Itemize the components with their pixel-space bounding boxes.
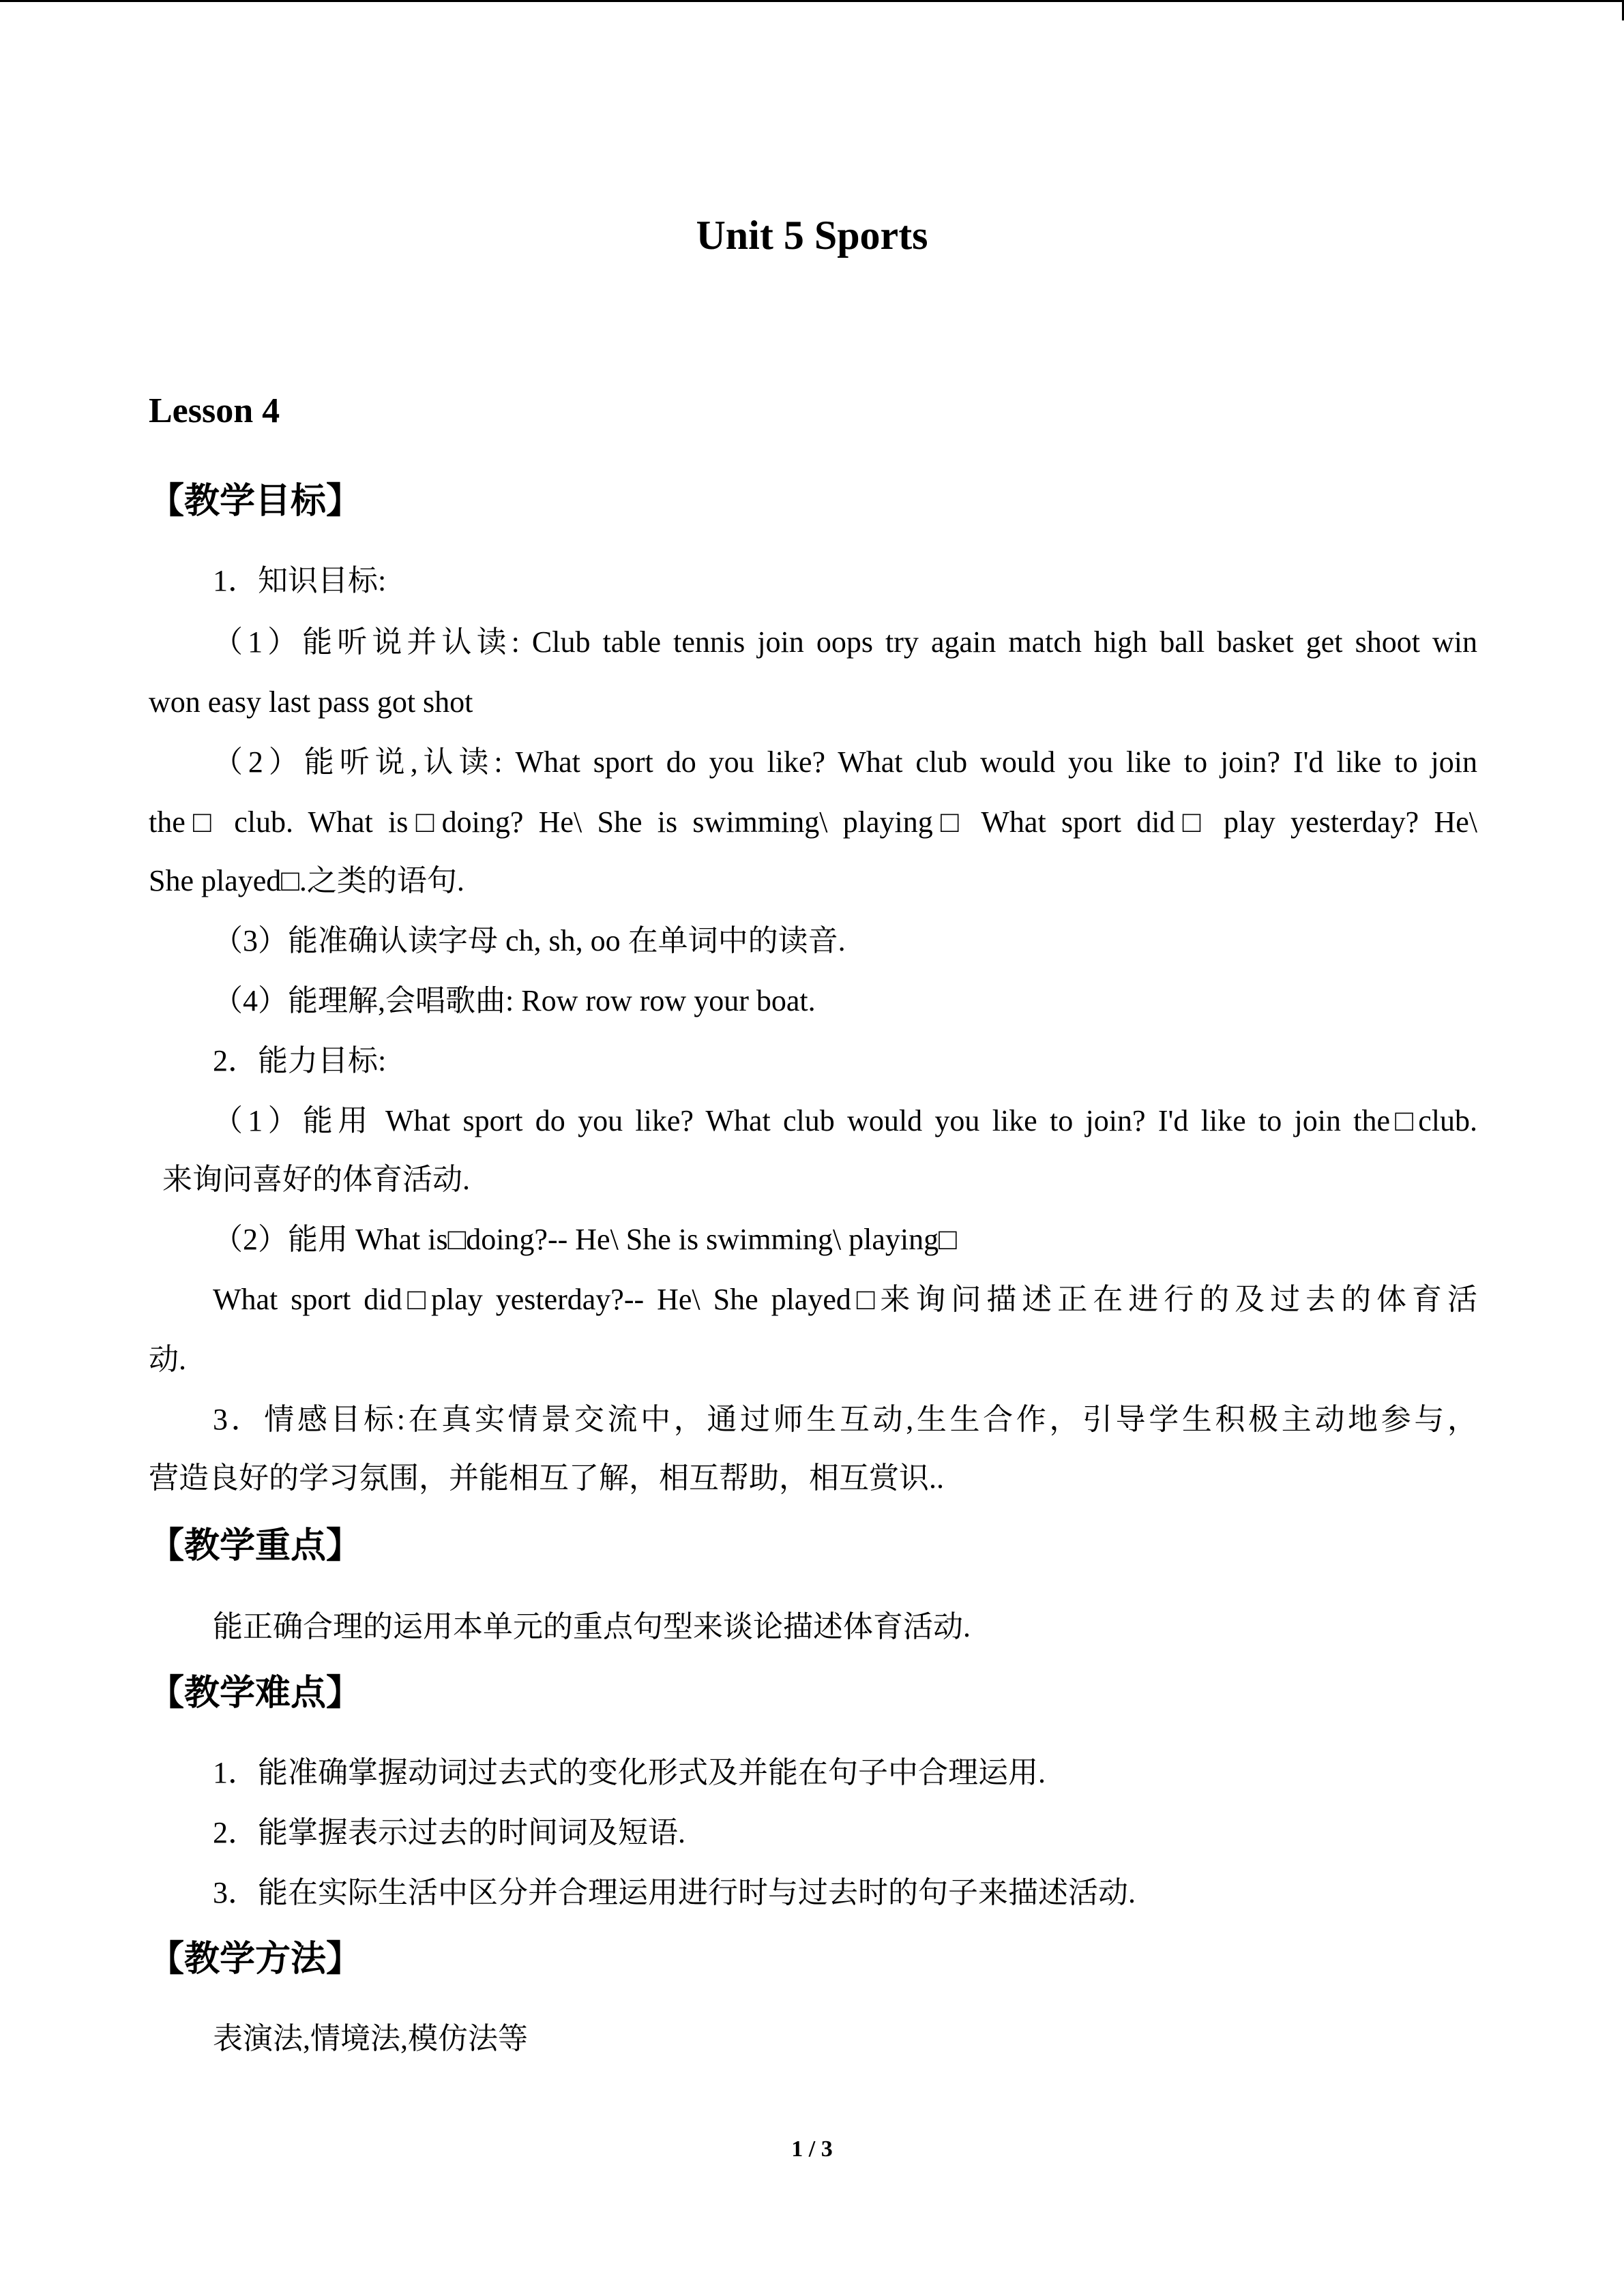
difficulty-item-3: 3．能在实际生活中区分并合理运用进行时与过去时的句子来描述活动. [213,1876,1136,1909]
ability-item-2-line-1: （2）能用 What is□doing?-- He\ She is swimming\ playing□ [213,1223,957,1256]
key-points-heading: 【教学重点】 [149,1525,362,1566]
objectives-heading: 【教学目标】 [149,481,362,522]
page-number: 1 / 3 [791,2136,833,2162]
ability-item-2-line-3: 动. [149,1343,186,1376]
ability-item-2-line-2: What sport did□play yesterday?-- He\ She played□来询问描述正在进行的及过去的体育活 [213,1283,1477,1316]
difficulty-item-1: 1．能准确掌握动词过去式的变化形式及并能在句子中合理运用. [213,1756,1046,1789]
top-border-line [0,0,1624,2]
knowledge-item-2-line-2: the□ club. What is□doing? He\ She is swimming\ playing□ What sport did□ play yesterday? He\ [149,805,1477,839]
ability-item-1-line-1: （1）能用 What sport do you like? What club would you like to join? I'd like to join the□club. [213,1104,1477,1137]
emotion-line-2: 营造良好的学习氛围，并能相互了解，相互帮助，相互赏识.. [149,1461,944,1495]
ability-title: 2．能力目标: [213,1044,387,1077]
knowledge-item-2-line-3: She played□.之类的语句. [149,864,464,897]
knowledge-item-1-line-1: （1）能听说并认读: Club table tennis join oops try again match high ball basket get shoot win [213,625,1477,659]
methods-text: 表演法,情境法,模仿法等 [213,2022,528,2055]
difficulty-item-2: 2．能掌握表示过去的时间词及短语. [213,1816,685,1849]
ability-item-1-line-2: 来询问喜好的体育活动. [162,1163,470,1196]
emotion-line-1: 3．情感目标:在真实情景交流中，通过师生互动,生生合作，引导学生积极主动地参与， [213,1403,1477,1436]
knowledge-item-4: （4）能理解,会唱歌曲: Row row row your boat. [213,984,816,1017]
lesson-title: Lesson 4 [149,391,280,430]
knowledge-item-2-line-1: （2）能听说,认读: What sport do you like? What club would you like to join? I'd like to join [213,745,1477,779]
knowledge-title: 1．知识目标: [213,564,387,597]
methods-heading: 【教学方法】 [149,1939,362,1980]
difficulties-heading: 【教学难点】 [149,1673,362,1714]
key-points-text: 能正确合理的运用本单元的重点句型来谈论描述体育活动. [213,1610,971,1643]
page-title: Unit 5 Sports [696,213,928,258]
knowledge-item-1-line-2: won easy last pass got shot [149,685,473,719]
knowledge-item-3: （3）能准确认读字母 ch, sh, oo 在单词中的读音. [213,924,846,957]
